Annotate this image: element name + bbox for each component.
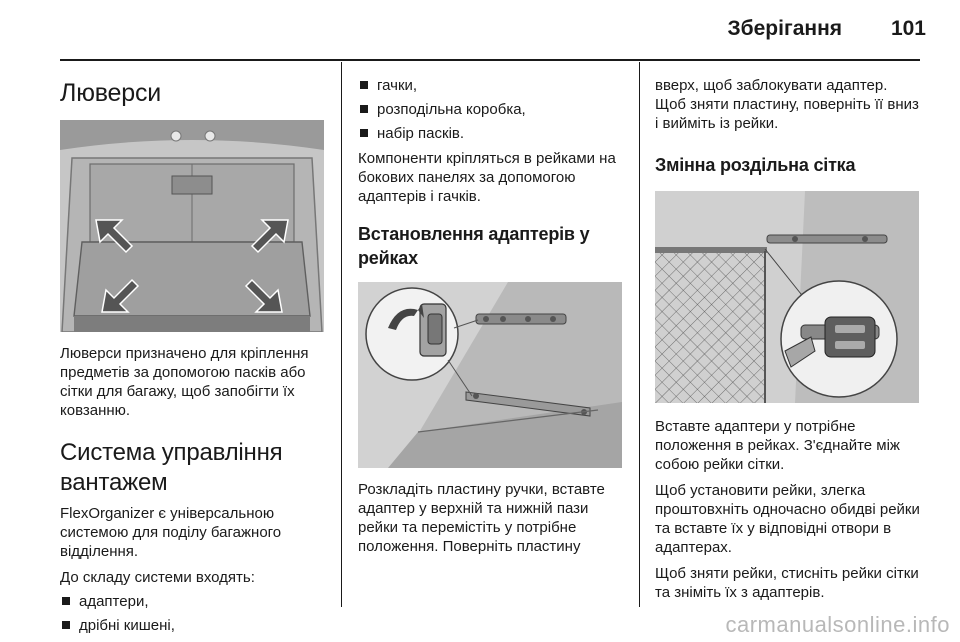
list-item: гачки,: [358, 76, 624, 95]
heading-cargo-system: Система управління вантажем: [60, 439, 283, 496]
paragraph: FlexOrganizer є універсальною системою для поділу багажного відділення.: [60, 505, 282, 560]
list-item: дрібні кишені,: [60, 616, 324, 635]
paragraph: Компоненти кріпляться в рейками на бокових панелях за допомогою адаптерів і гачків.: [358, 150, 616, 205]
heading-net: Змінна роздільна сітка: [655, 155, 856, 175]
trunk-eyelets-drawing: [60, 120, 324, 332]
paragraph: Щоб установити рейки, злегка проштовхніть одночасно обидві рейки та вставте їх у відповідні отвори в адаптерах.: [655, 482, 920, 556]
adapter-install-illustration: [358, 282, 622, 468]
adapter-rail-drawing: [358, 282, 622, 468]
paragraph: До складу системи входять:: [60, 569, 255, 586]
paragraph: Вставте адаптери у потрібне положення в рейках. З'єднайте між собою рейки сітки.: [655, 418, 900, 473]
heading-eyelets: Люверси: [60, 79, 162, 107]
paragraph: Розкладіть пластину ручки, вставте адаптер у верхній та нижній пази рейки та перемістіть у потрібне положення. Поверніть пластину: [358, 481, 605, 555]
paragraph: Щоб зняти рейки, стисніть рейки сітки та зніміть їх з адаптерів.: [655, 565, 919, 601]
eyelets-illustration: [60, 120, 324, 332]
heading-install-adapters: Встановлення адаптерів у рейках: [358, 224, 590, 268]
eyelets-paragraph: Люверси призначено для кріплення предметів за допомогою пасків або сітки для багажу, щоб запобігти їх ковзанню.: [60, 345, 309, 419]
column-divider: [341, 62, 342, 607]
list-item: набір пасків.: [358, 124, 624, 143]
list-item: адаптери,: [60, 592, 324, 611]
section-title: Зберігання: [727, 17, 842, 40]
header-rule: [60, 59, 920, 61]
column-3: [655, 70, 921, 602]
watermark: carmanualsonline.info: [725, 612, 950, 637]
column-1: [60, 70, 324, 635]
net-illustration: [655, 191, 919, 403]
page-header: [0, 0, 960, 60]
column-divider: [639, 62, 640, 607]
paragraph: вверх, щоб заблокувати адаптер. Щоб зняти пластину, поверніть її вниз і вийміть із рейки.: [655, 77, 919, 132]
column-2: [358, 70, 624, 556]
divider-net-drawing: [655, 191, 919, 403]
list-item: розподільна коробка,: [358, 100, 624, 119]
page-number: 101: [890, 17, 926, 40]
